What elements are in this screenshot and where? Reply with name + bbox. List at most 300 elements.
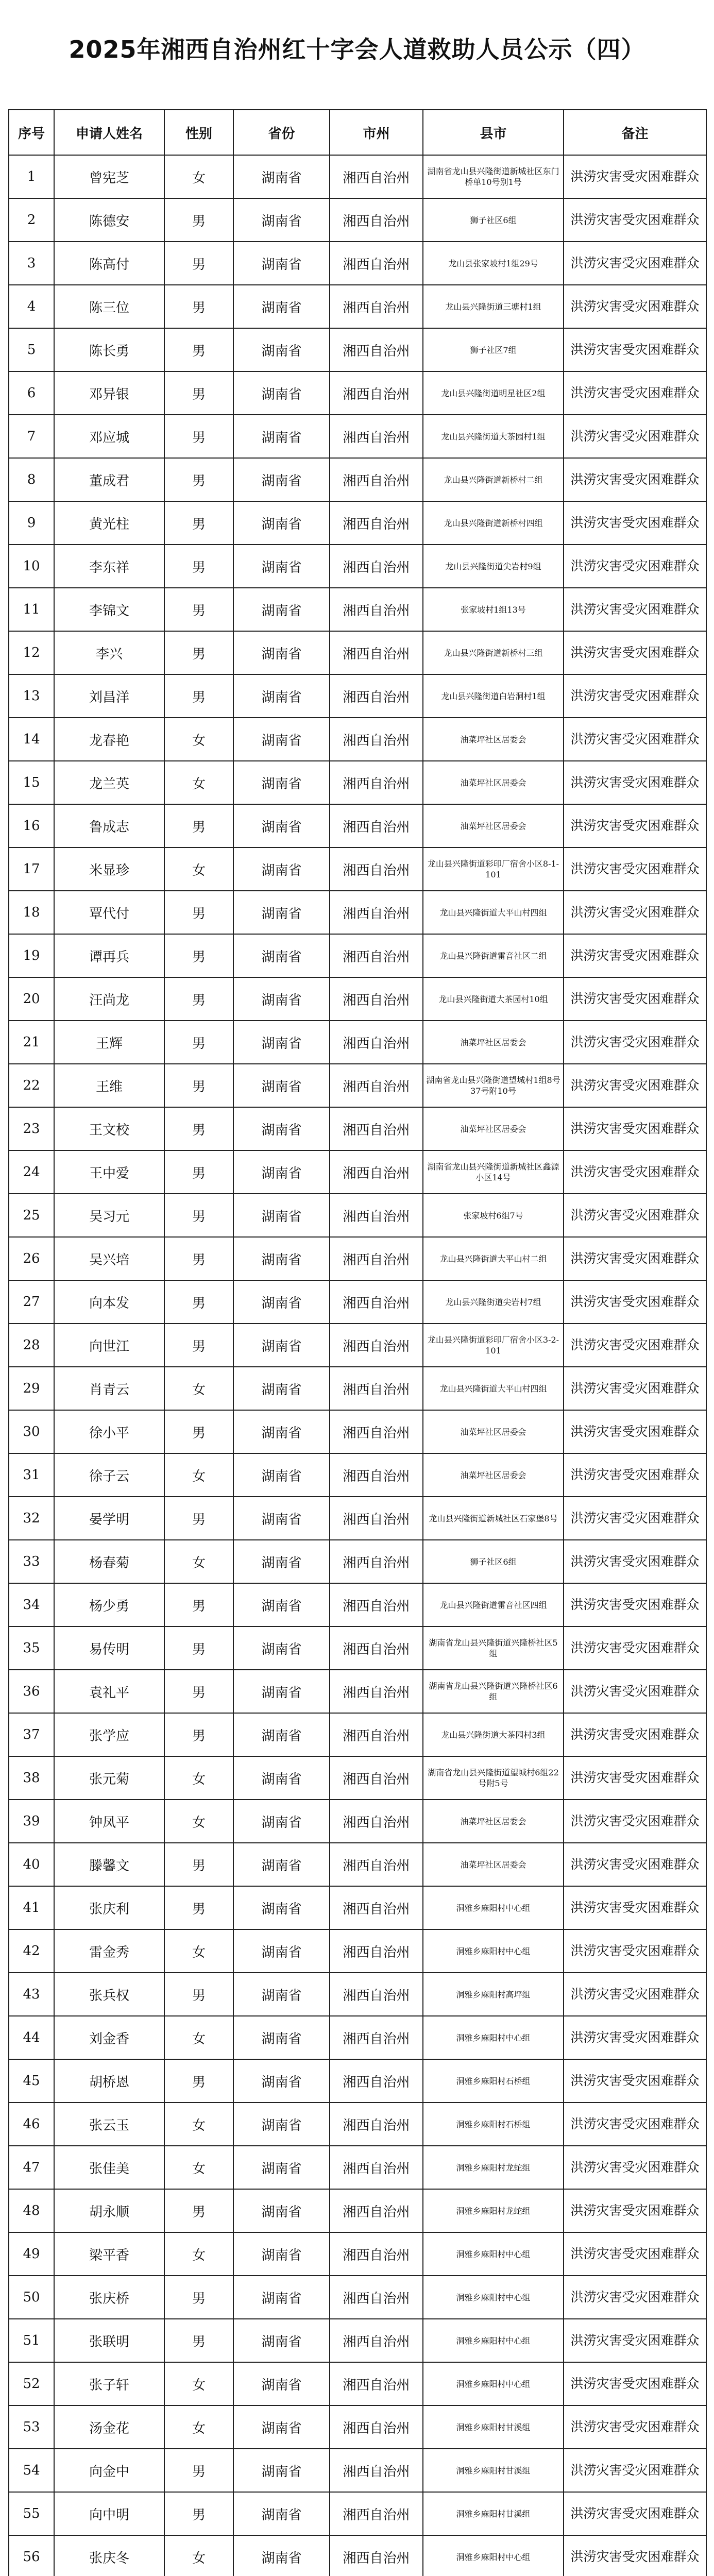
province-cell: 湖南省 <box>233 1194 330 1237</box>
remarks-cell: 洪涝灾害受灾困难群众 <box>564 1280 706 1324</box>
table-row <box>9 1021 706 1064</box>
table-row <box>9 1670 706 1713</box>
applicant-name-cell: 王维 <box>54 1064 164 1107</box>
serial-number-cell: 49 <box>9 2232 54 2276</box>
applicant-name-cell: 鲁成志 <box>54 804 164 848</box>
applicant-name-cell: 张庆冬 <box>54 2535 164 2576</box>
remarks-cell: 洪涝灾害受灾困难群众 <box>564 2016 706 2059</box>
gender-cell: 男 <box>164 285 233 328</box>
remarks-cell: 洪涝灾害受灾困难群众 <box>564 1756 706 1800</box>
province-cell: 湖南省 <box>233 2016 330 2059</box>
table-row <box>9 2189 706 2232</box>
remarks-cell: 洪涝灾害受灾困难群众 <box>564 2535 706 2576</box>
remarks-cell: 洪涝灾害受灾困难群众 <box>564 2492 706 2535</box>
header-prefecture: 市州 <box>330 110 423 155</box>
prefecture-cell: 湘西自治州 <box>330 2362 423 2405</box>
gender-cell: 男 <box>164 2319 233 2362</box>
remarks-cell: 洪涝灾害受灾困难群众 <box>564 2189 706 2232</box>
table-row <box>9 328 706 371</box>
serial-number-cell: 39 <box>9 1800 54 1843</box>
applicant-name-cell: 梁平香 <box>54 2232 164 2276</box>
table-row <box>9 415 706 458</box>
prefecture-cell: 湘西自治州 <box>330 415 423 458</box>
applicant-name-cell: 刘昌洋 <box>54 674 164 718</box>
serial-number-cell: 22 <box>9 1064 54 1107</box>
province-cell: 湖南省 <box>233 1064 330 1107</box>
prefecture-cell: 湘西自治州 <box>330 1064 423 1107</box>
remarks-cell: 洪涝灾害受灾困难群众 <box>564 1194 706 1237</box>
county-address-cell: 洞雅乡麻阳村高坪组 <box>423 1973 564 2016</box>
prefecture-cell: 湘西自治州 <box>330 718 423 761</box>
table-row <box>9 2059 706 2103</box>
header-county: 县市 <box>423 110 564 155</box>
serial-number-cell: 54 <box>9 2449 54 2492</box>
province-cell: 湖南省 <box>233 804 330 848</box>
serial-number-cell: 53 <box>9 2405 54 2449</box>
remarks-cell: 洪涝灾害受灾困难群众 <box>564 1843 706 1886</box>
province-cell: 湖南省 <box>233 2535 330 2576</box>
applicant-name-cell: 徐子云 <box>54 1453 164 1497</box>
remarks-cell: 洪涝灾害受灾困难群众 <box>564 1583 706 1626</box>
county-address-cell: 洞雅乡麻阳村中心组 <box>423 1886 564 1929</box>
prefecture-cell: 湘西自治州 <box>330 2232 423 2276</box>
remarks-cell: 洪涝灾害受灾困难群众 <box>564 631 706 674</box>
gender-cell: 男 <box>164 631 233 674</box>
header-serial-number: 序号 <box>9 110 54 155</box>
serial-number-cell: 42 <box>9 1929 54 1973</box>
table-row <box>9 2362 706 2405</box>
gender-cell: 男 <box>164 1280 233 1324</box>
province-cell: 湖南省 <box>233 242 330 285</box>
county-address-cell: 洞雅乡麻阳村石桥组 <box>423 2059 564 2103</box>
serial-number-cell: 44 <box>9 2016 54 2059</box>
serial-number-cell: 7 <box>9 415 54 458</box>
table-row <box>9 718 706 761</box>
province-cell: 湖南省 <box>233 2405 330 2449</box>
prefecture-cell: 湘西自治州 <box>330 242 423 285</box>
prefecture-cell: 湘西自治州 <box>330 198 423 242</box>
header-gender: 性别 <box>164 110 233 155</box>
applicant-name-cell: 晏学明 <box>54 1497 164 1540</box>
remarks-cell: 洪涝灾害受灾困难群众 <box>564 1497 706 1540</box>
remarks-cell: 洪涝灾害受灾困难群众 <box>564 674 706 718</box>
county-address-cell: 张家坡村1组13号 <box>423 588 564 631</box>
table-row <box>9 2276 706 2319</box>
applicant-name-cell: 汪尚龙 <box>54 977 164 1021</box>
remarks-cell: 洪涝灾害受灾困难群众 <box>564 2449 706 2492</box>
county-address-cell: 张家坡村6组7号 <box>423 1194 564 1237</box>
province-cell: 湖南省 <box>233 1021 330 1064</box>
serial-number-cell: 14 <box>9 718 54 761</box>
province-cell: 湖南省 <box>233 1583 330 1626</box>
table-row <box>9 1583 706 1626</box>
table-row <box>9 2492 706 2535</box>
prefecture-cell: 湘西自治州 <box>330 1107 423 1150</box>
table-row <box>9 1843 706 1886</box>
province-cell: 湖南省 <box>233 2103 330 2146</box>
applicant-name-cell: 刘金香 <box>54 2016 164 2059</box>
province-cell: 湖南省 <box>233 198 330 242</box>
gender-cell: 男 <box>164 1194 233 1237</box>
county-address-cell: 洞雅乡麻阳村中心组 <box>423 2362 564 2405</box>
county-address-cell: 湖南省龙山县兴隆街道望城村1组8号37号附10号 <box>423 1064 564 1107</box>
serial-number-cell: 46 <box>9 2103 54 2146</box>
county-address-cell: 洞雅乡麻阳村甘溪组 <box>423 2449 564 2492</box>
prefecture-cell: 湘西自治州 <box>330 1324 423 1367</box>
remarks-cell: 洪涝灾害受灾困难群众 <box>564 501 706 545</box>
applicant-name-cell: 陈三位 <box>54 285 164 328</box>
gender-cell: 女 <box>164 155 233 198</box>
applicant-name-cell: 易传明 <box>54 1626 164 1670</box>
county-address-cell: 龙山县兴隆街道新桥村二组 <box>423 458 564 501</box>
province-cell: 湖南省 <box>233 545 330 588</box>
province-cell: 湖南省 <box>233 1410 330 1453</box>
county-address-cell: 龙山县兴隆街道彩印厂宿舍小区8-1-101 <box>423 848 564 891</box>
county-address-cell: 洞雅乡麻阳村甘溪组 <box>423 2492 564 2535</box>
county-address-cell: 龙山县兴隆街道雷音社区二组 <box>423 934 564 977</box>
table-row <box>9 1410 706 1453</box>
table-header-row <box>9 110 706 155</box>
applicant-name-cell: 向中明 <box>54 2492 164 2535</box>
gender-cell: 男 <box>164 1021 233 1064</box>
prefecture-cell: 湘西自治州 <box>330 1756 423 1800</box>
gender-cell: 男 <box>164 371 233 415</box>
serial-number-cell: 20 <box>9 977 54 1021</box>
county-address-cell: 油菜坪社区居委会 <box>423 761 564 804</box>
county-address-cell: 洞雅乡麻阳村中心组 <box>423 1929 564 1973</box>
header-remarks: 备注 <box>564 110 706 155</box>
county-address-cell: 洞雅乡麻阳村中心组 <box>423 2232 564 2276</box>
remarks-cell: 洪涝灾害受灾困难群众 <box>564 1410 706 1453</box>
remarks-cell: 洪涝灾害受灾困难群众 <box>564 1021 706 1064</box>
serial-number-cell: 9 <box>9 501 54 545</box>
serial-number-cell: 17 <box>9 848 54 891</box>
province-cell: 湖南省 <box>233 1367 330 1410</box>
prefecture-cell: 湘西自治州 <box>330 588 423 631</box>
table-row <box>9 1756 706 1800</box>
gender-cell: 女 <box>164 1540 233 1583</box>
remarks-cell: 洪涝灾害受灾困难群众 <box>564 2362 706 2405</box>
prefecture-cell: 湘西自治州 <box>330 155 423 198</box>
table-row <box>9 2319 706 2362</box>
serial-number-cell: 28 <box>9 1324 54 1367</box>
table-row <box>9 2016 706 2059</box>
prefecture-cell: 湘西自治州 <box>330 1194 423 1237</box>
table-row <box>9 2535 706 2576</box>
province-cell: 湖南省 <box>233 1324 330 1367</box>
prefecture-cell: 湘西自治州 <box>330 1886 423 1929</box>
prefecture-cell: 湘西自治州 <box>330 328 423 371</box>
remarks-cell: 洪涝灾害受灾困难群众 <box>564 1367 706 1410</box>
prefecture-cell: 湘西自治州 <box>330 458 423 501</box>
province-cell: 湖南省 <box>233 1237 330 1280</box>
province-cell: 湖南省 <box>233 631 330 674</box>
gender-cell: 男 <box>164 198 233 242</box>
province-cell: 湖南省 <box>233 588 330 631</box>
serial-number-cell: 18 <box>9 891 54 934</box>
applicant-name-cell: 谭再兵 <box>54 934 164 977</box>
serial-number-cell: 29 <box>9 1367 54 1410</box>
applicant-name-cell: 陈长勇 <box>54 328 164 371</box>
table-row <box>9 1064 706 1107</box>
province-cell: 湖南省 <box>233 848 330 891</box>
gender-cell: 男 <box>164 588 233 631</box>
applicant-name-cell: 向金中 <box>54 2449 164 2492</box>
gender-cell: 女 <box>164 1929 233 1973</box>
remarks-cell: 洪涝灾害受灾困难群众 <box>564 1800 706 1843</box>
remarks-cell: 洪涝灾害受灾困难群众 <box>564 155 706 198</box>
remarks-cell: 洪涝灾害受灾困难群众 <box>564 2059 706 2103</box>
serial-number-cell: 23 <box>9 1107 54 1150</box>
gender-cell: 女 <box>164 2016 233 2059</box>
table-row <box>9 2103 706 2146</box>
table-row <box>9 1280 706 1324</box>
serial-number-cell: 19 <box>9 934 54 977</box>
province-cell: 湖南省 <box>233 1713 330 1756</box>
applicant-name-cell: 王辉 <box>54 1021 164 1064</box>
gender-cell: 女 <box>164 1756 233 1800</box>
table-row <box>9 1324 706 1367</box>
province-cell: 湖南省 <box>233 371 330 415</box>
province-cell: 湖南省 <box>233 2319 330 2362</box>
serial-number-cell: 4 <box>9 285 54 328</box>
table-row <box>9 371 706 415</box>
prefecture-cell: 湘西自治州 <box>330 1973 423 2016</box>
gender-cell: 女 <box>164 2362 233 2405</box>
applicant-name-cell: 张子轩 <box>54 2362 164 2405</box>
header-applicant-name: 申请人姓名 <box>54 110 164 155</box>
gender-cell: 女 <box>164 2103 233 2146</box>
table-row <box>9 631 706 674</box>
gender-cell: 女 <box>164 848 233 891</box>
prefecture-cell: 湘西自治州 <box>330 804 423 848</box>
table-row <box>9 2449 706 2492</box>
county-address-cell: 龙山县兴隆街道明星社区2组 <box>423 371 564 415</box>
prefecture-cell: 湘西自治州 <box>330 2449 423 2492</box>
prefecture-cell: 湘西自治州 <box>330 1713 423 1756</box>
serial-number-cell: 8 <box>9 458 54 501</box>
remarks-cell: 洪涝灾害受灾困难群众 <box>564 1713 706 1756</box>
prefecture-cell: 湘西自治州 <box>330 1929 423 1973</box>
serial-number-cell: 5 <box>9 328 54 371</box>
county-address-cell: 洞雅乡麻阳村中心组 <box>423 2319 564 2362</box>
province-cell: 湖南省 <box>233 1800 330 1843</box>
serial-number-cell: 52 <box>9 2362 54 2405</box>
prefecture-cell: 湘西自治州 <box>330 631 423 674</box>
serial-number-cell: 35 <box>9 1626 54 1670</box>
serial-number-cell: 2 <box>9 198 54 242</box>
prefecture-cell: 湘西自治州 <box>330 1497 423 1540</box>
remarks-cell: 洪涝灾害受灾困难群众 <box>564 1540 706 1583</box>
remarks-cell: 洪涝灾害受灾困难群众 <box>564 761 706 804</box>
gender-cell: 男 <box>164 1410 233 1453</box>
prefecture-cell: 湘西自治州 <box>330 545 423 588</box>
table-row <box>9 1107 706 1150</box>
remarks-cell: 洪涝灾害受灾困难群众 <box>564 1150 706 1194</box>
serial-number-cell: 1 <box>9 155 54 198</box>
remarks-cell: 洪涝灾害受灾困难群众 <box>564 1324 706 1367</box>
table-row <box>9 1150 706 1194</box>
gender-cell: 男 <box>164 1583 233 1626</box>
table-row <box>9 588 706 631</box>
county-address-cell: 湖南省龙山县兴隆街道新城社区东门桥单10号别1号 <box>423 155 564 198</box>
table-row <box>9 1194 706 1237</box>
applicant-name-cell: 陈高付 <box>54 242 164 285</box>
province-cell: 湖南省 <box>233 1497 330 1540</box>
county-address-cell: 龙山县兴隆街道大茶园村10组 <box>423 977 564 1021</box>
applicant-name-cell: 张联明 <box>54 2319 164 2362</box>
county-address-cell: 龙山县兴隆街道大平山村四组 <box>423 1367 564 1410</box>
applicant-name-cell: 杨少勇 <box>54 1583 164 1626</box>
county-address-cell: 洞雅乡麻阳村龙蛇组 <box>423 2189 564 2232</box>
serial-number-cell: 47 <box>9 2146 54 2189</box>
remarks-cell: 洪涝灾害受灾困难群众 <box>564 545 706 588</box>
applicant-name-cell: 曾宪芝 <box>54 155 164 198</box>
county-address-cell: 狮子社区6组 <box>423 1540 564 1583</box>
prefecture-cell: 湘西自治州 <box>330 2146 423 2189</box>
gender-cell: 女 <box>164 2535 233 2576</box>
serial-number-cell: 25 <box>9 1194 54 1237</box>
province-cell: 湖南省 <box>233 1107 330 1150</box>
prefecture-cell: 湘西自治州 <box>330 2535 423 2576</box>
gender-cell: 女 <box>164 2146 233 2189</box>
remarks-cell: 洪涝灾害受灾困难群众 <box>564 2319 706 2362</box>
table-row <box>9 1886 706 1929</box>
province-cell: 湖南省 <box>233 328 330 371</box>
county-address-cell: 龙山县兴隆街道新城社区石家堡8号 <box>423 1497 564 1540</box>
county-address-cell: 油菜坪社区居委会 <box>423 1107 564 1150</box>
province-cell: 湖南省 <box>233 1886 330 1929</box>
province-cell: 湖南省 <box>233 1929 330 1973</box>
prefecture-cell: 湘西自治州 <box>330 1670 423 1713</box>
applicant-name-cell: 张云玉 <box>54 2103 164 2146</box>
table-row <box>9 1497 706 1540</box>
table-row <box>9 1713 706 1756</box>
table-row <box>9 155 706 198</box>
county-address-cell: 龙山县兴隆街道三塘村1组 <box>423 285 564 328</box>
relief-recipients-table <box>8 109 707 2576</box>
county-address-cell: 狮子社区6组 <box>423 198 564 242</box>
remarks-cell: 洪涝灾害受灾困难群众 <box>564 242 706 285</box>
prefecture-cell: 湘西自治州 <box>330 1800 423 1843</box>
applicant-name-cell: 李东祥 <box>54 545 164 588</box>
serial-number-cell: 26 <box>9 1237 54 1280</box>
applicant-name-cell: 米显珍 <box>54 848 164 891</box>
table-row <box>9 1540 706 1583</box>
applicant-name-cell: 汤金花 <box>54 2405 164 2449</box>
table-row <box>9 545 706 588</box>
county-address-cell: 湖南省龙山县兴隆街道兴隆桥社区6组 <box>423 1670 564 1713</box>
gender-cell: 男 <box>164 1237 233 1280</box>
gender-cell: 男 <box>164 545 233 588</box>
province-cell: 湖南省 <box>233 2362 330 2405</box>
prefecture-cell: 湘西自治州 <box>330 891 423 934</box>
serial-number-cell: 34 <box>9 1583 54 1626</box>
table-row <box>9 501 706 545</box>
serial-number-cell: 3 <box>9 242 54 285</box>
remarks-cell: 洪涝灾害受灾困难群众 <box>564 2232 706 2276</box>
applicant-name-cell: 龙兰英 <box>54 761 164 804</box>
gender-cell: 男 <box>164 501 233 545</box>
applicant-name-cell: 李锦文 <box>54 588 164 631</box>
gender-cell: 男 <box>164 891 233 934</box>
province-cell: 湖南省 <box>233 1973 330 2016</box>
remarks-cell: 洪涝灾害受灾困难群众 <box>564 891 706 934</box>
prefecture-cell: 湘西自治州 <box>330 2319 423 2362</box>
header-province: 省份 <box>233 110 330 155</box>
serial-number-cell: 33 <box>9 1540 54 1583</box>
applicant-name-cell: 董成君 <box>54 458 164 501</box>
county-address-cell: 油菜坪社区居委会 <box>423 718 564 761</box>
province-cell: 湖南省 <box>233 977 330 1021</box>
prefecture-cell: 湘西自治州 <box>330 2189 423 2232</box>
county-address-cell: 龙山县兴隆街道尖岩村7组 <box>423 1280 564 1324</box>
county-address-cell: 龙山县兴隆街道大平山村四组 <box>423 891 564 934</box>
serial-number-cell: 51 <box>9 2319 54 2362</box>
serial-number-cell: 55 <box>9 2492 54 2535</box>
province-cell: 湖南省 <box>233 2232 330 2276</box>
serial-number-cell: 13 <box>9 674 54 718</box>
prefecture-cell: 湘西自治州 <box>330 977 423 1021</box>
prefecture-cell: 湘西自治州 <box>330 674 423 718</box>
serial-number-cell: 16 <box>9 804 54 848</box>
remarks-cell: 洪涝灾害受灾困难群众 <box>564 415 706 458</box>
table-row <box>9 1973 706 2016</box>
province-cell: 湖南省 <box>233 2059 330 2103</box>
county-address-cell: 龙山县兴隆街道新桥村四组 <box>423 501 564 545</box>
serial-number-cell: 50 <box>9 2276 54 2319</box>
applicant-name-cell: 胡永顺 <box>54 2189 164 2232</box>
serial-number-cell: 48 <box>9 2189 54 2232</box>
table-row <box>9 1367 706 1410</box>
applicant-name-cell: 向世江 <box>54 1324 164 1367</box>
applicant-name-cell: 雷金秀 <box>54 1929 164 1973</box>
gender-cell: 女 <box>164 718 233 761</box>
gender-cell: 男 <box>164 2059 233 2103</box>
county-address-cell: 龙山县兴隆街道雷音社区四组 <box>423 1583 564 1626</box>
table-row <box>9 285 706 328</box>
serial-number-cell: 15 <box>9 761 54 804</box>
province-cell: 湖南省 <box>233 934 330 977</box>
province-cell: 湖南省 <box>233 1670 330 1713</box>
province-cell: 湖南省 <box>233 501 330 545</box>
province-cell: 湖南省 <box>233 458 330 501</box>
remarks-cell: 洪涝灾害受灾困难群众 <box>564 2405 706 2449</box>
remarks-cell: 洪涝灾害受灾困难群众 <box>564 1670 706 1713</box>
gender-cell: 男 <box>164 1886 233 1929</box>
prefecture-cell: 湘西自治州 <box>330 1410 423 1453</box>
gender-cell: 男 <box>164 2189 233 2232</box>
county-address-cell: 洞雅乡麻阳村中心组 <box>423 2016 564 2059</box>
applicant-name-cell: 张庆利 <box>54 1886 164 1929</box>
remarks-cell: 洪涝灾害受灾困难群众 <box>564 2146 706 2189</box>
serial-number-cell: 21 <box>9 1021 54 1064</box>
remarks-cell: 洪涝灾害受灾困难群众 <box>564 285 706 328</box>
applicant-name-cell: 覃代付 <box>54 891 164 934</box>
province-cell: 湖南省 <box>233 674 330 718</box>
prefecture-cell: 湘西自治州 <box>330 501 423 545</box>
province-cell: 湖南省 <box>233 891 330 934</box>
gender-cell: 男 <box>164 1670 233 1713</box>
gender-cell: 男 <box>164 1064 233 1107</box>
prefecture-cell: 湘西自治州 <box>330 2276 423 2319</box>
gender-cell: 男 <box>164 242 233 285</box>
table-row <box>9 891 706 934</box>
table-body <box>9 155 706 2576</box>
province-cell: 湖南省 <box>233 1150 330 1194</box>
applicant-name-cell: 徐小平 <box>54 1410 164 1453</box>
table-row <box>9 198 706 242</box>
